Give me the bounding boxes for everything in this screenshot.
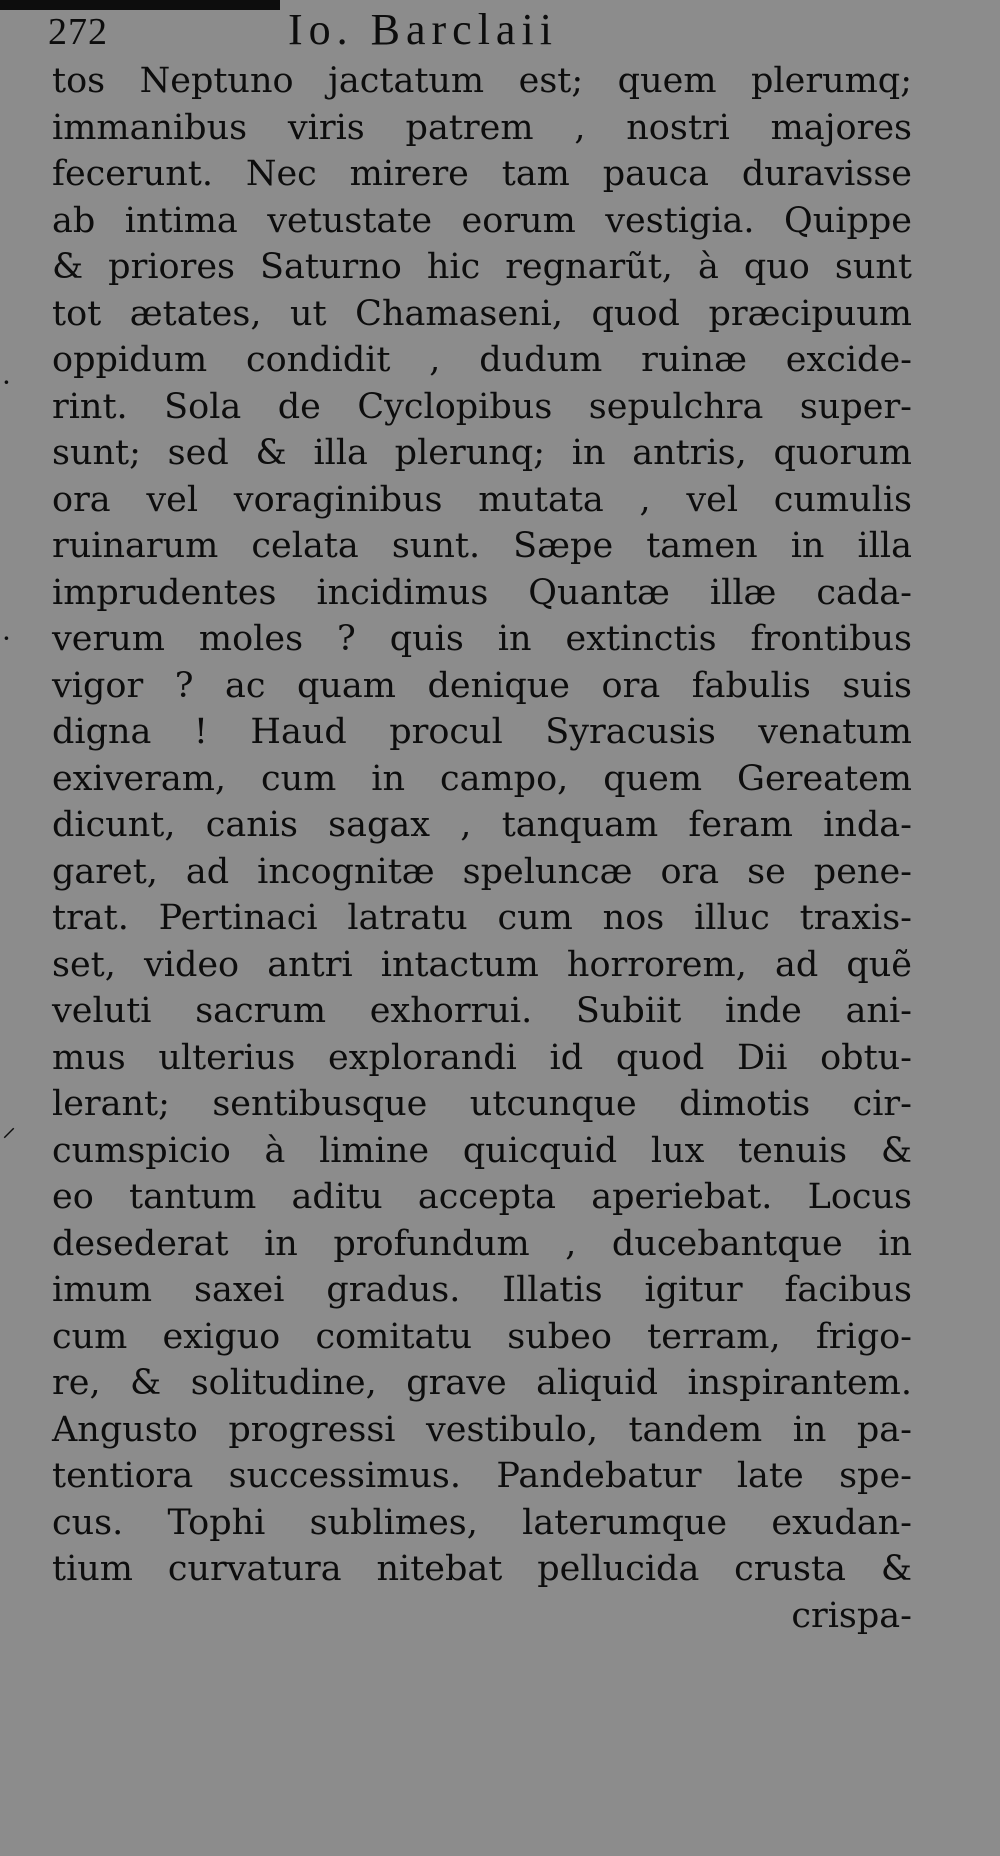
margin-mark: ·: [2, 622, 11, 655]
text-line: eo tantum aditu accepta aperiebat. Locus: [52, 1177, 912, 1217]
running-head: [48, 6, 948, 52]
text-line: digna ! Haud procul Syracusis venatum: [52, 712, 912, 752]
text-line: veluti sacrum exhorrui. Subiit inde ani-: [52, 991, 912, 1031]
text-line: ora vel voraginibus mutata , vel cumulis: [52, 479, 912, 520]
text-line: imum saxei gradus. Illatis igitur facibus: [52, 1270, 912, 1310]
text-line: tos Neptuno jactatum est; quem plerumq;: [52, 61, 912, 101]
margin-mark: ⸝: [2, 1110, 17, 1143]
text-line: crispa-: [791, 1595, 912, 1636]
running-title: Io. Barclaii: [288, 5, 558, 54]
text-line: rint. Sola de Cyclopibus sepulchra super-: [52, 386, 912, 427]
text-line: Angusto progressi vestibulo, tandem in pa-: [52, 1409, 912, 1450]
text-line: oppidum condidit , dudum ruinæ excide-: [52, 340, 912, 380]
text-line: ruinarum celata sunt. Sæpe tamen in illa: [52, 526, 912, 566]
text-line: sunt; sed & illa plerunq; in antris, quorum: [52, 433, 912, 473]
text-line: tium curvatura nitebat pellucida crusta &: [52, 1549, 912, 1589]
text-line: desederat in profundum , ducebantque in: [52, 1223, 912, 1264]
text-line: set, video antri intactum horrorem, ad quẽ: [52, 944, 912, 985]
text-line: & priores Saturno hic regnarũt, à quo sunt: [52, 247, 912, 287]
text-line: lerant; sentibusque utcunque dimotis cir-: [52, 1084, 912, 1124]
text-line: tot ætates, ut Chamaseni, quod præcipuum: [52, 293, 912, 334]
text-line: imprudentes incidimus Quantæ illæ cada-: [52, 572, 912, 613]
text-body: [52, 58, 912, 1639]
text-line: vigor ? ac quam denique ora fabulis suis: [52, 665, 912, 706]
text-line: cus. Tophi sublimes, laterumque exudan-: [52, 1502, 912, 1543]
text-line: cum exiguo comitatu subeo terram, frigo-: [52, 1316, 912, 1357]
text-line: dicunt, canis sagax , tanquam feram inda-: [52, 805, 912, 845]
text-line: ab intima vetustate eorum vestigia. Quippe: [52, 200, 912, 241]
text-line: trat. Pertinaci latratu cum nos illuc traxis-: [52, 898, 912, 938]
text-line: verum moles ? quis in extinctis frontibus: [52, 619, 912, 659]
text-line: cumspicio à limine quicquid lux tenuis &: [52, 1130, 912, 1171]
text-line: mus ulterius explorandi id quod Dii obtu-: [52, 1037, 912, 1078]
text-line: immanibus viris patrem , nostri majores: [52, 107, 912, 148]
text-line: tentiora successimus. Pandebatur late spe-: [52, 1456, 912, 1496]
margin-mark: ·: [2, 366, 11, 399]
text-line: re, & solitudine, grave aliquid inspirantem.: [52, 1363, 912, 1403]
text-line: exiveram, cum in campo, quem Gereatem: [52, 758, 912, 799]
page-number: 272: [48, 11, 108, 53]
text-line: fecerunt. Nec mirere tam pauca duravisse: [52, 154, 912, 194]
text-line: garet, ad incognitæ speluncæ ora se pene-: [52, 851, 912, 892]
